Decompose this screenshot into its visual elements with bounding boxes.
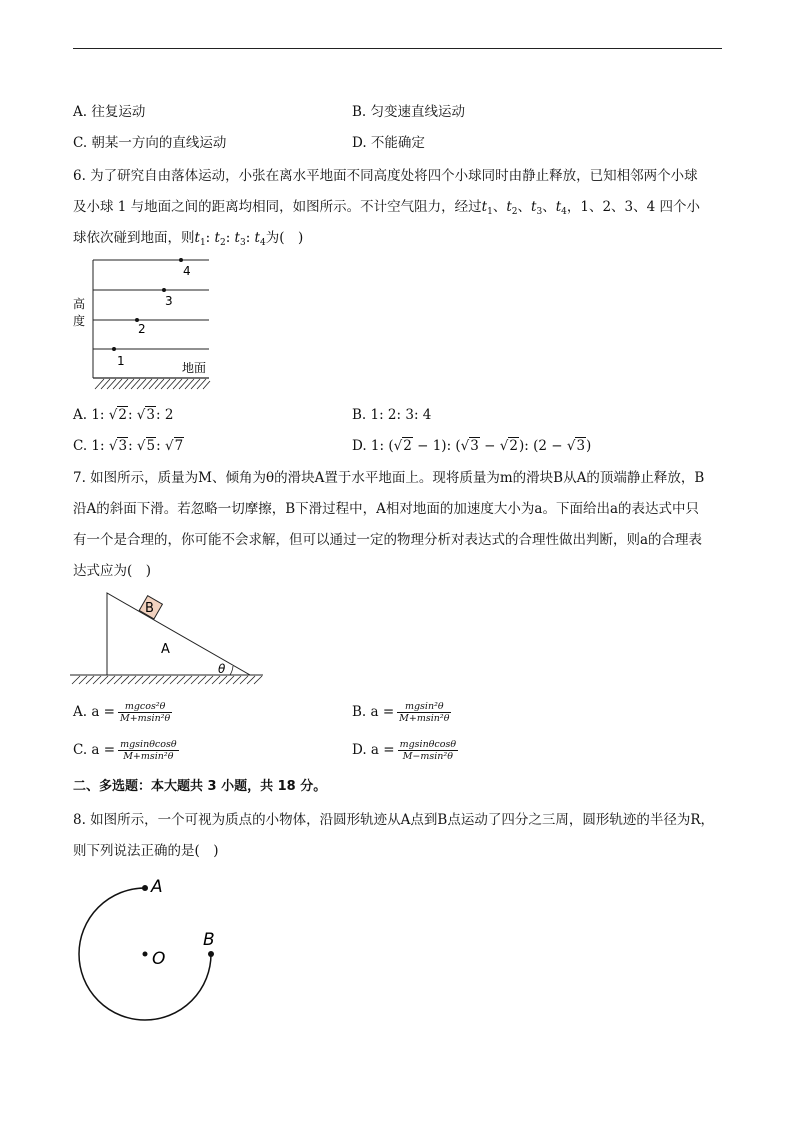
q7-option-c-numerator: mgsinθcosθ [120,739,177,750]
q6-stem-line1: 6. 为了研究自由落体运动，小张在离水平地面不同高度处将四个小球同时由静止释放，已知相邻两个小球 [73,168,698,184]
q6-stem-line2-text-b: ，1、2、3、4 四个小 [566,199,701,215]
q8-figure [70,872,230,1027]
q6-ball-label-1: 1 [117,354,125,368]
q6-axis-label-2: 度 [73,314,86,328]
q6-stem-line3: 球依次碰到地面，则$t_1$: $t_2$: $t_3$: $t_4$为( ) [73,230,304,248]
q8-point-b [208,951,214,957]
q5-option-a[interactable]: A. 往复运动 [73,104,146,120]
q7-block-a [107,593,250,675]
q6-stem-line2-text-a: 及小球 1 与地面之间的距离均相同，如图所示。不计空气阻力，经过 [73,199,482,215]
q8-center-point [143,952,148,957]
q7-stem-line2: 沿A的斜面下滑。若忽略一切摩擦，B下滑过程中，A相对地面的加速度大小为a。下面给出a的表达式中只 [73,501,700,517]
q7-option-b[interactable] [352,700,451,724]
q7-figure [70,588,270,688]
q7-stem-line3: 有一个是合理的，你可能不会求解，但可以通过一定的物理分析对表达式的合理性做出判断，则a的合理表 [73,532,703,548]
q7-block-a-label: A [161,642,170,657]
q7-option-b-denominator: M+msin²θ [399,713,450,724]
q6-stem-line3-text-a: 球依次碰到地面，则 [73,230,195,246]
q7-option-c[interactable] [73,738,179,762]
q8-label-b: B [203,930,215,950]
q8-point-a [142,885,148,891]
q8-label-o: O [152,949,166,969]
q6-option-d[interactable]: D. 1: (√2 − 1): (√3 − √2): (2 − √3) [352,438,592,454]
q7-option-d-numerator: mgsinθcosθ [399,739,457,750]
q6-ball-label-3: 3 [165,294,173,308]
q7-option-a-denominator: M+msin²θ [119,713,171,724]
q5-option-d[interactable]: D. 不能确定 [352,135,425,151]
q7-option-b-prefix: B. a = [352,704,395,720]
q6-ball-label-4: 4 [183,264,191,278]
q6-ground-label: 地面 [182,361,207,375]
q6-stem-line2: 及小球 1 与地面之间的距离均相同，如图所示。不计空气阻力，经过$t_1$、$t_2$、$t_3$、$t_4$，1、2、3、4 四个小 [73,199,701,217]
q7-block-b-label: B [145,601,154,616]
q6-option-a[interactable]: A. 1: √2: √3: 2 [73,407,174,423]
q7-option-b-numerator: mgsin²θ [397,701,451,713]
q6-ball-label-2: 2 [138,322,146,336]
q7-option-d[interactable] [352,738,458,762]
q6-ball-1 [112,347,116,351]
q6-stem-line3-text-b: 为( ) [265,230,304,246]
q6-axis-label-1: 高 [73,297,86,311]
q6-ball-4 [179,258,183,262]
q5-option-c[interactable]: C. 朝某一方向的直线运动 [73,135,227,151]
q7-angle-label: θ [218,662,226,676]
q7-stem-line4: 达式应为( ) [73,563,152,579]
q6-figure [70,255,220,395]
section-heading-multiple-choice: 二、多选题：本大题共 3 小题，共 18 分。 [73,779,327,794]
q7-option-c-prefix: C. a = [73,742,116,758]
q6-option-b[interactable]: B. 1: 2: 3: 4 [352,407,432,423]
q6-option-c[interactable]: C. 1: √3: √5: √7 [73,438,184,454]
q7-option-a-prefix: A. a = [73,704,115,720]
q7-option-a[interactable] [73,700,172,724]
q7-option-a-numerator: mgcos²θ [118,701,172,713]
q7-option-d-prefix: D. a = [352,742,395,758]
q5-option-b[interactable]: B. 匀变速直线运动 [352,104,466,120]
header-rule [73,48,722,49]
q7-option-d-denominator: M−msin²θ [402,751,453,762]
q7-option-c-denominator: M+msin²θ [123,751,174,762]
q8-stem-line2: 则下列说法正确的是( ) [73,843,219,859]
q8-label-a: A [151,877,163,897]
q7-stem-line1: 7. 如图所示，质量为M、倾角为θ的滑块A置于水平地面上。现将质量为m的滑块B从A的顶端静止释放，B [73,470,705,486]
q8-stem-line1: 8. 如图所示，一个可视为质点的小物体，沿圆形轨迹从A点到B点运动了四分之三周，圆形轨迹的半径为R， [73,812,715,828]
q6-ball-3 [162,288,166,292]
